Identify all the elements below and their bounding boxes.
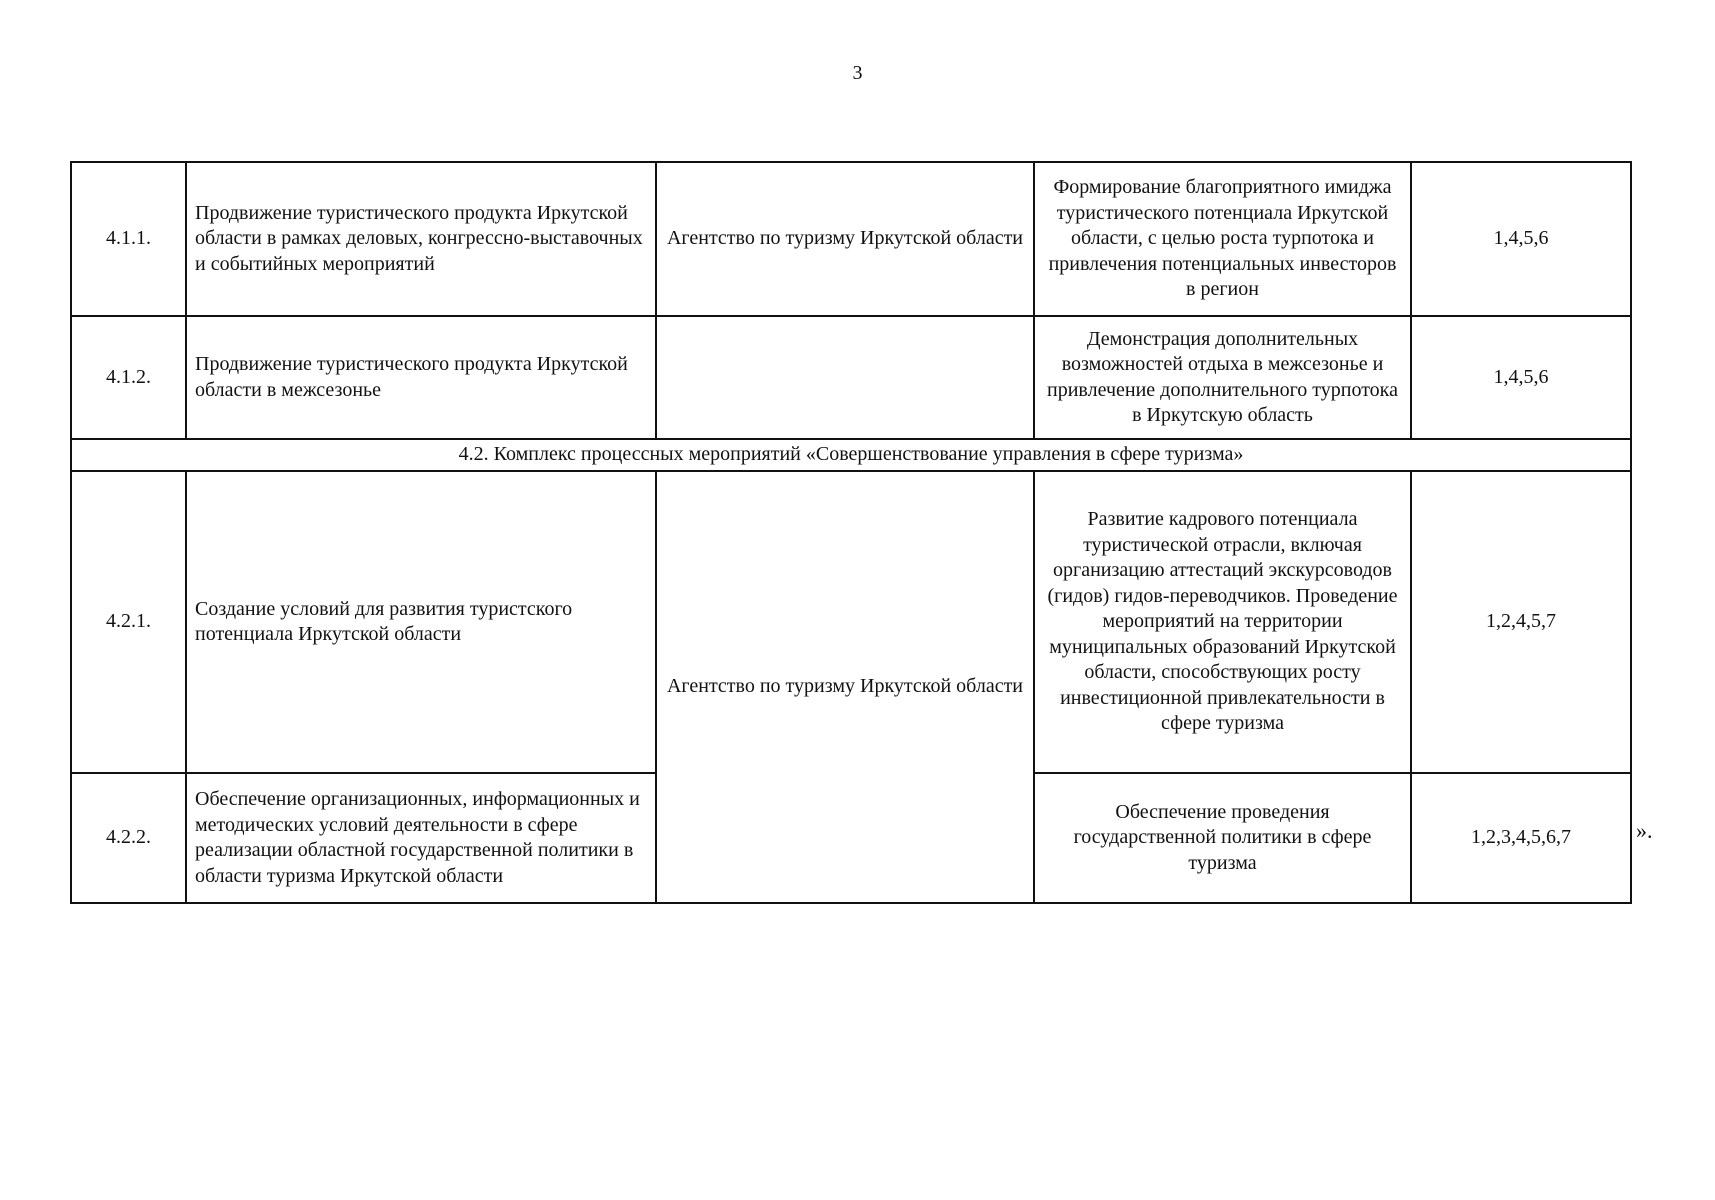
table-row <box>71 162 1631 316</box>
table-row <box>71 471 1631 773</box>
indicator-links: 1,2,3,4,5,6,7 <box>1411 773 1631 903</box>
responsible-executor: Агентство по туризму Иркутской области <box>656 471 1034 903</box>
responsible-executor: Агентство по туризму Иркутской области <box>656 162 1034 316</box>
page-number: 3 <box>852 62 863 84</box>
closing-quote-mark: ». <box>1636 818 1653 843</box>
row-number: 4.2.1. <box>71 471 186 773</box>
expected-result: Демонстрация дополнительных возможностей отдыха в межсезонье и привлечение дополнительного турпотока в Иркутскую область <box>1034 316 1411 439</box>
expected-result: Обеспечение проведения государственной политики в сфере туризма <box>1034 773 1411 903</box>
expected-result: Формирование благоприятного имиджа туристического потенциала Иркутской области, с целью роста турпотока и привлечения потенциальных инвесторов в регион <box>1034 162 1411 316</box>
row-number: 4.2.2. <box>71 773 186 903</box>
indicator-links: 1,2,4,5,7 <box>1411 471 1631 773</box>
indicator-links: 1,4,5,6 <box>1411 316 1631 439</box>
measure-name: Создание условий для развития туристского потенциала Иркутской области <box>186 471 656 773</box>
section-header: 4.2. Комплекс процессных мероприятий «Совершенствование управления в сфере туризма» <box>71 439 1631 471</box>
expected-result: Развитие кадрового потенциала туристической отрасли, включая организацию аттестаций экскурсоводов (гидов) гидов-переводчиков. Проведение мероприятий на территории муниципальных образований Иркутской области, способствующих росту инвестиционной привлекательности в сфере туризма <box>1034 471 1411 773</box>
measures-table <box>70 161 1632 904</box>
table-row <box>71 316 1631 439</box>
row-number: 4.1.2. <box>71 316 186 439</box>
measure-name: Продвижение туристического продукта Иркутской области в межсезонье <box>186 316 656 439</box>
responsible-executor <box>656 316 1034 439</box>
section-header-row <box>71 439 1631 471</box>
row-number: 4.1.1. <box>71 162 186 316</box>
indicator-links: 1,4,5,6 <box>1411 162 1631 316</box>
measure-name: Обеспечение организационных, информационных и методических условий деятельности в сфере реализации областной государственной политики в области туризма Иркутской области <box>186 773 656 903</box>
measure-name: Продвижение туристического продукта Иркутской области в рамках деловых, конгрессно-выставочных и событийных мероприятий <box>186 162 656 316</box>
